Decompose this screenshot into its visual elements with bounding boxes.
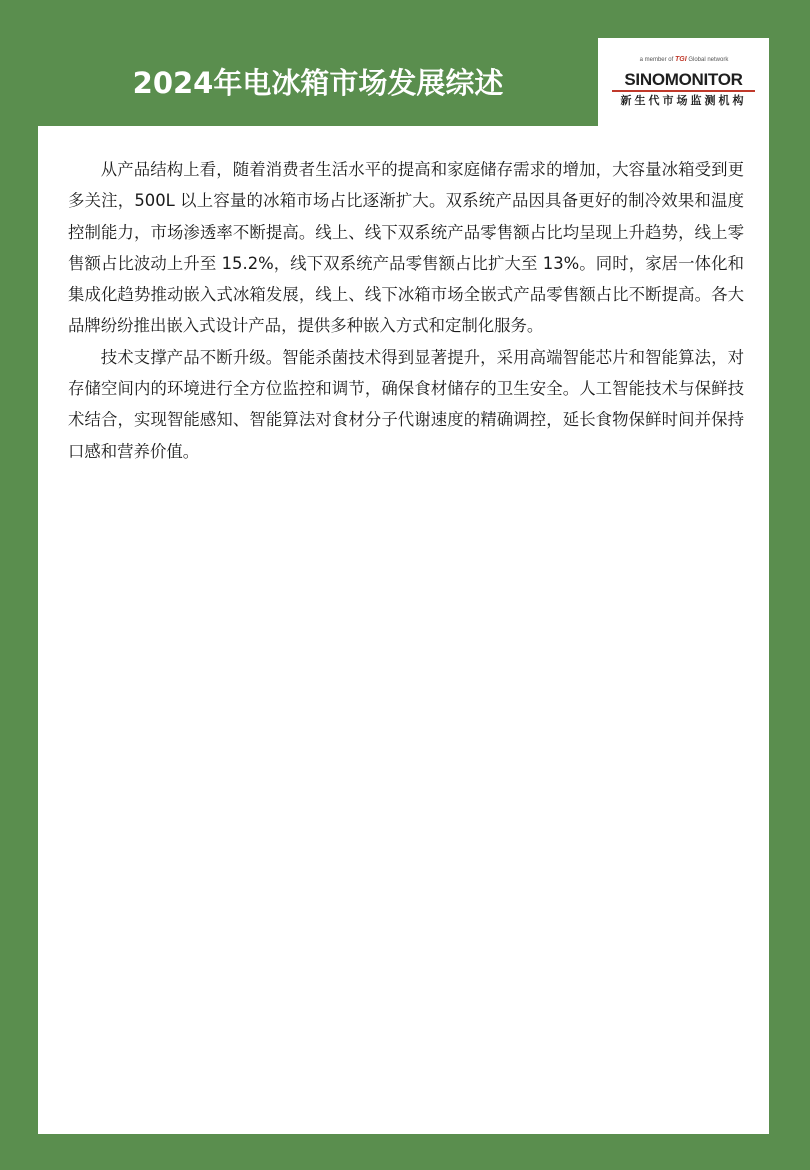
- paragraph-technology: 技术支撑产品不断升级。智能杀菌技术得到显著提升，采用高端智能芯片和智能算法，对存储空间内的环境进行全方位监控和调节，确保食材储存的卫生安全。人工智能技术与保鲜技术结合，实现智能感知、智能算法对食材分子代谢速度的精确调控，延长食物保鲜时间并保持口感和营养价值。: [68, 347, 744, 461]
- paragraph-product-structure: 从产品结构上看，随着消费者生活水平的提高和家庭储存需求的增加，大容量冰箱受到更多关注，500L 以上容量的冰箱市场占比逐渐扩大。双系统产品因具备更好的制冷效果和温度控制能力，市场渗透率不断提高。线上、线下双系统产品零售额占比均呈现上升趋势，线上零售额占比波动上升至 15.2%，线下双系统产品零售额占比扩大至 13%。同时，家居一体化和集成化趋势推动嵌入式冰箱发展，线上、线下冰箱市场全嵌式产品零售额占比不断提高。各大品牌纷纷推出嵌入式设计产品，提供多种嵌入方式和定制化服务。: [68, 160, 744, 336]
- page-title: 2024年电冰箱市场发展综述: [132, 66, 504, 100]
- logo-tagline-brand: TGI: [674, 56, 687, 63]
- logo-tagline-suffix: Global network: [688, 57, 729, 63]
- logo-name: SINOMONITOR: [624, 70, 743, 89]
- logo-tagline-prefix: a member of: [639, 57, 674, 63]
- sinomonitor-logo: [598, 38, 769, 126]
- article-body: [68, 154, 744, 467]
- logo-tagline: [624, 56, 744, 63]
- logo-underline: [612, 90, 755, 92]
- logo-chinese-name: 新生代市场监测机构: [620, 94, 747, 107]
- content-panel: [38, 126, 769, 1134]
